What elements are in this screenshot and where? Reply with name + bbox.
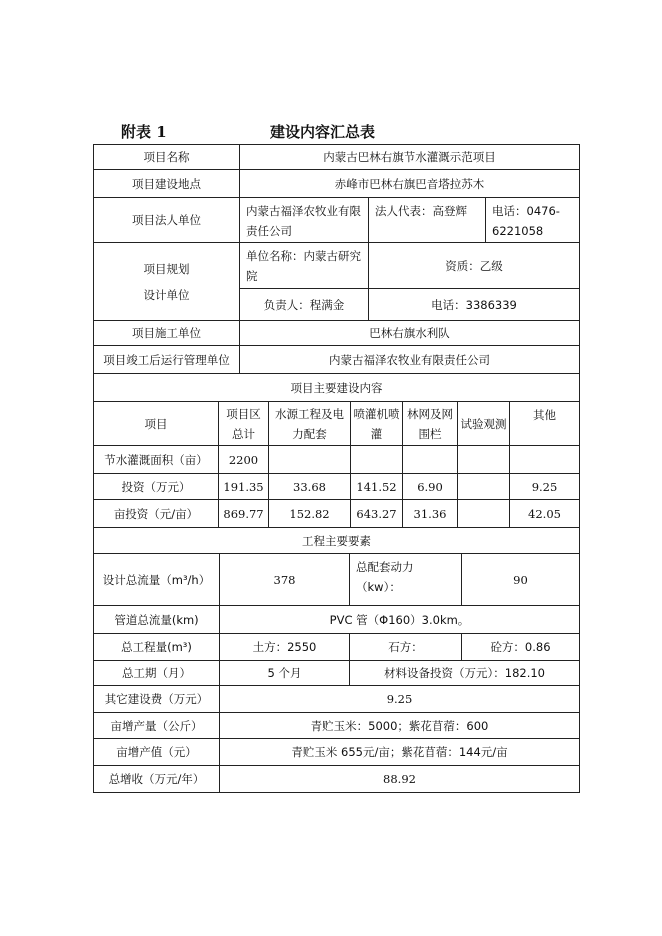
pipe-value: PVC 管（Φ160）3.0km。 bbox=[219, 605, 580, 634]
col-header-other: 其他 bbox=[509, 401, 580, 446]
other-cost-value: 9.25 bbox=[219, 685, 580, 713]
power-value: 90 bbox=[461, 553, 580, 606]
period-label: 总工期（月） bbox=[93, 660, 220, 686]
flow-value: 378 bbox=[219, 553, 350, 606]
document-title: 建设内容汇总表 bbox=[270, 123, 376, 141]
location-label: 项目建设地点 bbox=[93, 169, 240, 198]
design-unit-name: 单位名称：内蒙古研究院 bbox=[239, 242, 369, 289]
operation-unit-label: 项目竣工后运行管理单位 bbox=[93, 345, 240, 374]
quantity-concrete: 砼方：0.86 bbox=[461, 633, 580, 661]
value-increase-value: 青贮玉米 655元/亩；紫花苜蓿：144元/亩 bbox=[219, 738, 580, 766]
investment-experiment bbox=[457, 473, 510, 500]
value-increase-label: 亩增产值（元） bbox=[93, 738, 220, 766]
pipe-label: 管道总流量(km) bbox=[93, 605, 220, 634]
design-unit-label-line1: 项目规划 bbox=[143, 261, 190, 276]
area-experiment bbox=[457, 445, 510, 474]
col-header-sprinkler: 喷灌机喷灌 bbox=[350, 401, 403, 446]
per-mu-forest-fence: 31.36 bbox=[402, 499, 458, 528]
area-water-power bbox=[268, 445, 351, 474]
construction-unit-value: 巴林右旗水利队 bbox=[239, 320, 580, 346]
quantity-stone: 石方： bbox=[349, 633, 462, 661]
operation-unit-value: 内蒙古福泽农牧业有限责任公司 bbox=[239, 345, 580, 374]
per-mu-total: 869.77 bbox=[218, 499, 269, 528]
summary-table bbox=[94, 145, 580, 794]
main-content-header: 项目主要建设内容 bbox=[93, 373, 580, 402]
income-increase-value: 88.92 bbox=[219, 765, 580, 793]
area-other bbox=[509, 445, 580, 474]
construction-unit-label: 项目施工单位 bbox=[93, 320, 240, 346]
design-unit-label-line2: 设计单位 bbox=[143, 287, 190, 302]
income-increase-label: 总增收（万元/年） bbox=[93, 765, 220, 793]
investment-total: 191.35 bbox=[218, 473, 269, 500]
appendix-label: 附表 1 bbox=[121, 123, 167, 141]
investment-row-label: 投资（万元） bbox=[93, 473, 219, 500]
design-unit-qualification: 资质：乙级 bbox=[368, 242, 580, 289]
area-forest-fence bbox=[402, 445, 458, 474]
col-header-experiment: 试验观测 bbox=[457, 401, 510, 446]
area-total: 2200 bbox=[218, 445, 269, 474]
col-header-water-power: 水源工程及电力配套 bbox=[268, 401, 351, 446]
investment-water-power: 33.68 bbox=[268, 473, 351, 500]
per-mu-row-label: 亩投资（元/亩） bbox=[93, 499, 219, 528]
legal-representative: 法人代表：高登辉 bbox=[368, 197, 486, 243]
legal-unit-phone: 电话：0476-6221058 bbox=[485, 197, 580, 243]
col-header-total: 项目区总计 bbox=[218, 401, 269, 446]
quantity-label: 总工程量(m³) bbox=[93, 633, 220, 661]
legal-unit-label: 项目法人单位 bbox=[93, 197, 240, 243]
design-unit-person: 负责人：程满金 bbox=[239, 288, 369, 321]
yield-increase-label: 亩增产量（公斤） bbox=[93, 712, 220, 739]
period-value: 5 个月 bbox=[219, 660, 350, 686]
area-sprinkler bbox=[350, 445, 403, 474]
per-mu-sprinkler: 643.27 bbox=[350, 499, 403, 528]
yield-increase-value: 青贮玉米：5000；紫花苜蓿：600 bbox=[219, 712, 580, 739]
item-column-header: 项目 bbox=[93, 401, 219, 446]
investment-other: 9.25 bbox=[509, 473, 580, 500]
quantity-earth: 土方：2550 bbox=[219, 633, 350, 661]
engineering-header: 工程主要要素 bbox=[93, 527, 580, 554]
design-unit-phone: 电话：3386339 bbox=[368, 288, 580, 321]
location-value: 赤峰市巴林右旗巴音塔拉苏木 bbox=[239, 169, 580, 198]
per-mu-other: 42.05 bbox=[509, 499, 580, 528]
investment-forest-fence: 6.90 bbox=[402, 473, 458, 500]
col-header-forest-fence: 林网及网围栏 bbox=[402, 401, 458, 446]
materials-investment: 材料设备投资（万元）：182.10 bbox=[349, 660, 580, 686]
design-unit-label bbox=[93, 242, 240, 321]
flow-label: 设计总流量（m³/h） bbox=[93, 553, 220, 606]
project-name-value: 内蒙古巴林右旗节水灌溉示范项目 bbox=[239, 144, 580, 170]
project-name-label: 项目名称 bbox=[93, 144, 240, 170]
power-label: 总配套动力（kw）： bbox=[349, 553, 462, 606]
other-cost-label: 其它建设费（万元） bbox=[93, 685, 220, 713]
per-mu-water-power: 152.82 bbox=[268, 499, 351, 528]
per-mu-experiment bbox=[457, 499, 510, 528]
area-row-label: 节水灌溉面积（亩） bbox=[93, 445, 219, 474]
legal-unit-org: 内蒙古福泽农牧业有限责任公司 bbox=[239, 197, 369, 243]
investment-sprinkler: 141.52 bbox=[350, 473, 403, 500]
